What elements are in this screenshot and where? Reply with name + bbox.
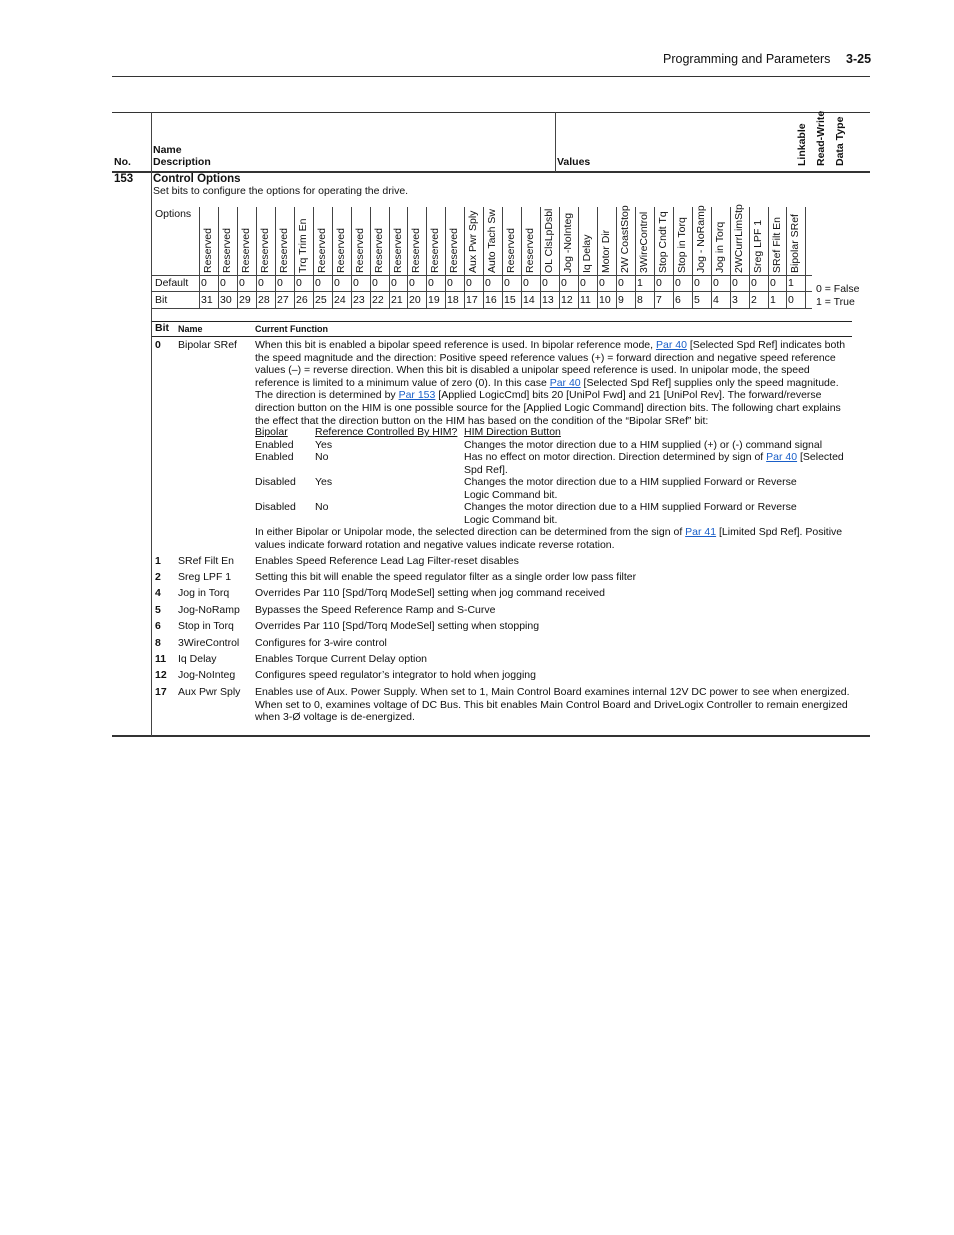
bit0-number: 0 <box>155 339 161 351</box>
legend-false: 0 = False <box>816 283 860 295</box>
bit-func-name: Jog-NoInteg <box>178 669 236 681</box>
bit-default-value: 0 <box>296 277 302 289</box>
bit-column-name <box>218 207 236 275</box>
page-header-title: Programming and Parameters <box>663 52 831 66</box>
bit-column-divider <box>786 207 787 308</box>
param-number: 153 <box>114 173 134 185</box>
chart-row-c: Changes the motor direction due to a HIM supplied Forward or Reverse Logic Command bit. <box>464 501 797 526</box>
bit-column-divider <box>692 207 693 308</box>
col-header-data-type: Data Type <box>834 116 846 166</box>
bit-func-number: 17 <box>155 686 167 698</box>
bit-number: 21 <box>391 294 403 306</box>
bit-column-name <box>711 207 729 275</box>
bit-number: 9 <box>618 294 624 306</box>
bit-number: 1 <box>770 294 776 306</box>
bit-column-name <box>786 207 804 275</box>
bit-number: 2 <box>751 294 757 306</box>
table-top-rule <box>112 112 870 113</box>
bit-column-label: OL ClsLpDsbl <box>543 208 555 273</box>
bit-column-label: Reserved <box>202 228 214 273</box>
bit-number: 29 <box>239 294 251 306</box>
bit-column-divider <box>540 207 541 308</box>
bit-func-name: Sreg LPF 1 <box>178 571 232 583</box>
bit-column-divider <box>445 207 446 308</box>
bit-number: 19 <box>428 294 440 306</box>
bit-column-divider <box>332 207 333 308</box>
bit-number: 27 <box>277 294 289 306</box>
chart-row-b: No <box>315 501 329 513</box>
bit-number: 15 <box>504 294 516 306</box>
table-col-divider-values <box>555 112 556 172</box>
bit-default-value: 0 <box>409 277 415 289</box>
table-col-divider-name <box>151 112 152 736</box>
bit-default-value: 0 <box>428 277 434 289</box>
bit-column-divider <box>749 207 750 308</box>
bit-column-divider <box>218 207 219 308</box>
bit-column-label: 2W CoastStop <box>619 205 631 273</box>
bit-number: 17 <box>466 294 478 306</box>
bit-column-name <box>237 207 255 275</box>
bit-func-name: 3WireControl <box>178 637 240 649</box>
bit-column-name <box>521 207 539 275</box>
bit-number: 26 <box>296 294 308 306</box>
bit-number: 10 <box>599 294 611 306</box>
bit0-p2-b: [Limited Spd Ref]. Positive values indicate forward rotation and negative values indicate reverse rotation. <box>255 526 843 551</box>
chart-head-ref-controlled: Reference Controlled By HIM? <box>315 426 458 438</box>
bit-column-divider <box>805 207 806 308</box>
bit-column-divider <box>730 207 731 308</box>
bit-default-value: 1 <box>788 277 794 289</box>
chart-row-b: Yes <box>315 476 333 488</box>
bit-number: 24 <box>334 294 346 306</box>
bit-default-value: 0 <box>447 277 453 289</box>
default-bit-divider <box>152 291 812 292</box>
bit-default-value: 0 <box>353 277 359 289</box>
bit-func-description: Enables Torque Current Delay option <box>255 653 427 665</box>
bit-default-value: 0 <box>334 277 340 289</box>
bit-number: 13 <box>542 294 554 306</box>
chart-row-b: Yes <box>315 439 333 451</box>
col-header-no: No. <box>114 156 131 168</box>
func-header-function: Current Function <box>255 324 328 334</box>
bit-func-number: 1 <box>155 555 161 567</box>
bit-default-value: 0 <box>372 277 378 289</box>
bit-column-label: Auto Tach Sw <box>486 208 498 273</box>
bit-column-label: Reserved <box>505 228 517 273</box>
bit-column-label: Stop in Torq <box>676 217 688 273</box>
bit0-p1-d: [Applied LogicCmd] bits 20 [UniPol Fwd] and 21 [UniPol Rev]. The forward/reverse direction button on the HIM is one possible source for the [Applied Logic Command] direction bits. The following chart explains the effect that the direction button on the HIM has based on the condition of the “Bipolar SRef” bit: <box>255 389 841 427</box>
bit-column-label: Reserved <box>316 228 328 273</box>
bit0-p1-a: When this bit is enabled a bipolar speed reference is used. In bipolar reference mode, <box>255 339 656 351</box>
bit-default-value: 0 <box>504 277 510 289</box>
bit-number: 8 <box>637 294 643 306</box>
bit-func-description: Enables use of Aux. Power Supply. When set to 1, Main Control Board examines internal 12V DC power to see when energized. When set to 0, examines voltage of DC Bus. This bit enables Main Control Board and DriveLogix Controller to remain energized when 3-Ø voltage is de-energized. <box>255 686 850 724</box>
chart-row-c-text-b: [Selected Spd Ref]. <box>464 451 844 476</box>
bit-column-divider <box>294 207 295 308</box>
bit-column-label: Sreg LPF 1 <box>752 219 764 273</box>
chart-row-b: No <box>315 451 329 463</box>
chart-row-c <box>464 451 856 476</box>
bit-column-label: Reserved <box>392 228 404 273</box>
bit-func-number: 6 <box>155 620 161 632</box>
bit-func-description: Configures for 3-wire control <box>255 637 387 649</box>
col-header-description: Description <box>153 156 211 168</box>
par-41-link[interactable]: Par 41 <box>685 526 717 538</box>
bit-default-value: 0 <box>656 277 662 289</box>
col-header-read-write: Read-Write <box>815 110 827 166</box>
chart-row-c: Changes the motor direction due to a HIM supplied (+) or (-) command signal <box>464 439 823 451</box>
bit-number: 18 <box>447 294 459 306</box>
bit-column-divider <box>275 207 276 308</box>
chart-row-c-text-a: Has no effect on motor direction. Direction determined by sign of <box>464 451 767 463</box>
bit-column-label: Iq Delay <box>581 234 593 273</box>
bit-column-label: Reserved <box>354 228 366 273</box>
bit-default-value: 0 <box>580 277 586 289</box>
bit-column-name <box>749 207 767 275</box>
chart-head-bipolar: Bipolar <box>255 426 288 438</box>
bit-number: 6 <box>675 294 681 306</box>
bit-func-description: Overrides Par 110 [Spd/Torq ModeSel] setting when jog command received <box>255 587 605 599</box>
page-number: 3-25 <box>846 52 872 66</box>
bit-column-label: Reserved <box>259 228 271 273</box>
bit-column-name <box>199 207 217 275</box>
bit-column-name <box>673 207 691 275</box>
col-header-values: Values <box>557 156 591 168</box>
bit-func-number: 8 <box>155 637 161 649</box>
bit-column-divider <box>389 207 390 308</box>
bit-column-divider <box>635 207 636 308</box>
bit-column-divider <box>351 207 352 308</box>
bit-column-name <box>426 207 444 275</box>
bit-number: 25 <box>315 294 327 306</box>
bit-column-name <box>256 207 274 275</box>
bit-func-description: Overrides Par 110 [Spd/Torq ModeSel] setting when stopping <box>255 620 540 632</box>
bit0-p2-a: In either Bipolar or Unipolar mode, the selected direction can be determined from the sign of <box>255 526 686 538</box>
bit-default-value: 0 <box>713 277 719 289</box>
bit-column-label: SRef Filt En <box>771 216 783 273</box>
bit-column-name <box>578 207 596 275</box>
bit-column-name <box>464 207 482 275</box>
bit-number: 23 <box>353 294 365 306</box>
bit-func-description: Enables Speed Reference Lead Lag Filter-reset disables <box>255 555 519 567</box>
bit-func-number: 12 <box>155 669 167 681</box>
func-header-rule <box>152 336 852 337</box>
bit-number: 4 <box>713 294 719 306</box>
bit-column-name <box>275 207 293 275</box>
bit-column-label: Reserved <box>448 228 460 273</box>
bit-default-value: 0 <box>675 277 681 289</box>
chart-row-c: Changes the motor direction due to a HIM supplied Forward or Reverse Logic Command bit. <box>464 476 797 501</box>
bit-column-name <box>597 207 615 275</box>
bit-number: 20 <box>409 294 421 306</box>
bit-default-value: 1 <box>637 277 643 289</box>
bit-number: 22 <box>372 294 384 306</box>
bit-default-value: 0 <box>523 277 529 289</box>
bit-row-label: Bit <box>155 294 168 306</box>
bit-func-number: 5 <box>155 604 161 616</box>
bit-func-number: 11 <box>155 653 167 665</box>
bit-func-description: Bypasses the Speed Reference Ramp and S-Curve <box>255 604 496 616</box>
bit-column-name <box>313 207 331 275</box>
col-header-linkable: Linkable <box>796 123 808 166</box>
par-40-link[interactable]: Par 40 <box>549 376 581 389</box>
bit-column-label: Jog in Torq <box>714 221 726 273</box>
bit-column-label: Bipolar SRef <box>789 214 801 273</box>
par-153-link[interactable]: Par 153 <box>398 389 436 402</box>
bit-func-description: Configures speed regulator’s integrator to hold when jogging <box>255 669 536 681</box>
bit-column-name <box>351 207 369 275</box>
bit-func-name: Stop in Torq <box>178 620 234 632</box>
bit-column-divider <box>313 207 314 308</box>
func-header-bit: Bit <box>155 322 169 334</box>
bit-func-name: Iq Delay <box>178 653 217 665</box>
bit-column-name <box>294 207 312 275</box>
bit-column-name <box>616 207 634 275</box>
bit-column-divider <box>559 207 560 308</box>
bit-column-label: Reserved <box>410 228 422 273</box>
bit-number: 30 <box>220 294 232 306</box>
bit-column-divider <box>256 207 257 308</box>
options-row-label: Options <box>155 208 192 220</box>
bit-default-value: 0 <box>770 277 776 289</box>
bit-number: 11 <box>580 294 591 306</box>
bit-column-divider <box>483 207 484 308</box>
bit-func-number: 4 <box>155 587 161 599</box>
bit-number: 31 <box>201 294 213 306</box>
bit-column-name <box>483 207 501 275</box>
bit-func-description: Setting this bit will enable the speed regulator filter as a single order low pass filter <box>255 571 637 583</box>
bit-number: 14 <box>523 294 535 306</box>
bit-func-name: Jog in Torq <box>178 587 230 599</box>
bit-func-name: SRef Filt En <box>178 555 235 567</box>
bit-column-divider <box>578 207 579 308</box>
bit-column-label: 2WCurrLimStp <box>733 204 745 273</box>
param-description: Set bits to configure the options for operating the drive. <box>153 185 409 197</box>
bit-column-name <box>730 204 748 275</box>
bit-column-label: Reserved <box>240 228 252 273</box>
bit-number: 28 <box>258 294 270 306</box>
col-header-name: Name <box>153 144 182 156</box>
bit-column-divider <box>768 207 769 308</box>
bit-column-label: Trq Trim En <box>297 218 309 273</box>
bit-column-divider <box>654 207 655 308</box>
bit-default-value: 0 <box>485 277 491 289</box>
chart-row-a: Disabled <box>255 501 296 513</box>
bit-column-name <box>635 207 653 275</box>
header-rule <box>112 76 870 77</box>
bit-default-value: 0 <box>732 277 738 289</box>
bit-default-value: 0 <box>220 277 226 289</box>
bit-number: 3 <box>732 294 738 306</box>
bit-column-divider <box>711 207 712 308</box>
bit-func-name: Jog-NoRamp <box>178 604 240 616</box>
bit-column-name <box>389 207 407 275</box>
bit-number: 5 <box>694 294 700 306</box>
par-40-link[interactable]: Par 40 <box>655 339 687 351</box>
bit-number: 0 <box>788 294 794 306</box>
legend-true: 1 = True <box>816 296 855 308</box>
bit-column-label: Reserved <box>429 228 441 273</box>
chart-row-a: Disabled <box>255 476 296 488</box>
bit-column-divider <box>426 207 427 308</box>
bit-default-value: 0 <box>694 277 700 289</box>
chart-row-a: Enabled <box>255 439 294 451</box>
chart-head-him-direction: HIM Direction Button <box>464 426 561 438</box>
bit-column-label: Jog -NoInteg <box>562 212 574 273</box>
bit-column-name <box>692 207 710 275</box>
table-bottom-rule <box>112 735 870 737</box>
bit-column-name <box>370 207 388 275</box>
bit-default-value: 0 <box>751 277 757 289</box>
bit-default-value: 0 <box>391 277 397 289</box>
bit-func-number: 2 <box>155 571 161 583</box>
bit-column-divider <box>407 207 408 308</box>
bit0-p1-c: [Selected Spd Ref] supplies only the speed magnitude. The direction is determined by <box>255 376 839 402</box>
bit-column-name <box>768 207 786 275</box>
bit-column-divider <box>616 207 617 308</box>
options-default-divider <box>152 275 812 276</box>
bit-default-value: 0 <box>277 277 283 289</box>
bit-column-label: Jog - NoRamp <box>695 205 707 273</box>
bit-column-name <box>654 207 672 275</box>
bit-column-divider <box>370 207 371 308</box>
bit-column-label: Reserved <box>524 228 536 273</box>
bit-default-value: 0 <box>315 277 321 289</box>
bit-column-label: Reserved <box>335 228 347 273</box>
bit-column-divider <box>502 207 503 308</box>
bit-default-value: 0 <box>239 277 245 289</box>
bit-number: 12 <box>561 294 573 306</box>
default-row-label: Default <box>155 277 189 289</box>
bit-column-divider <box>673 207 674 308</box>
bit-func-name: Aux Pwr Sply <box>178 686 241 698</box>
bit-column-name <box>445 207 463 275</box>
bit-column-name <box>502 207 520 275</box>
options-table-bottom <box>152 308 812 309</box>
bit-column-divider <box>464 207 465 308</box>
bit-default-value: 0 <box>201 277 207 289</box>
bit-default-value: 0 <box>599 277 605 289</box>
bit-column-divider <box>521 207 522 308</box>
func-header-name: Name <box>178 324 203 334</box>
bit-number: 16 <box>485 294 497 306</box>
func-table-top <box>152 321 852 322</box>
bit-default-value: 0 <box>258 277 264 289</box>
bit-column-name <box>407 207 425 275</box>
bit-column-label: Stop Cndt Tq <box>657 211 669 273</box>
bit-column-divider <box>199 207 200 308</box>
bit-number: 7 <box>656 294 662 306</box>
bit-default-value: 0 <box>466 277 472 289</box>
bit-column-label: Reserved <box>221 228 233 273</box>
bit-column-label: Motor Dir <box>600 229 612 273</box>
bit-default-value: 0 <box>542 277 548 289</box>
bit-default-value: 0 <box>561 277 567 289</box>
bit-column-name <box>332 207 350 275</box>
bit-column-label: Reserved <box>373 228 385 273</box>
bit0-paragraph <box>255 339 855 427</box>
chart-row-a: Enabled <box>255 451 294 463</box>
bit0-p1-b: [Selected Spd Ref] indicates both the speed magnitude and the direction: Positive speed reference values (+) = forward direction and negative speed reference values (–) = reverse direction. When this bit is disabled a unipolar speed reference is used. In unipolar mode, the speed reference is limited to a minimum value of zero (0). In this case <box>255 339 846 389</box>
bit-column-name <box>540 207 558 275</box>
bit-column-divider <box>597 207 598 308</box>
bit-column-label: Aux Pwr Sply <box>467 210 479 273</box>
bit-column-label: Reserved <box>278 228 290 273</box>
bit-column-name <box>559 207 577 275</box>
bit-column-divider <box>237 207 238 308</box>
par-40-link[interactable]: Par 40 <box>766 451 798 463</box>
bit0-paragraph-2 <box>255 526 855 551</box>
bit-default-value: 0 <box>618 277 624 289</box>
param-name: Control Options <box>153 173 241 185</box>
bit0-name: Bipolar SRef <box>178 339 237 351</box>
bit-column-label: 3WireControl <box>638 211 650 273</box>
